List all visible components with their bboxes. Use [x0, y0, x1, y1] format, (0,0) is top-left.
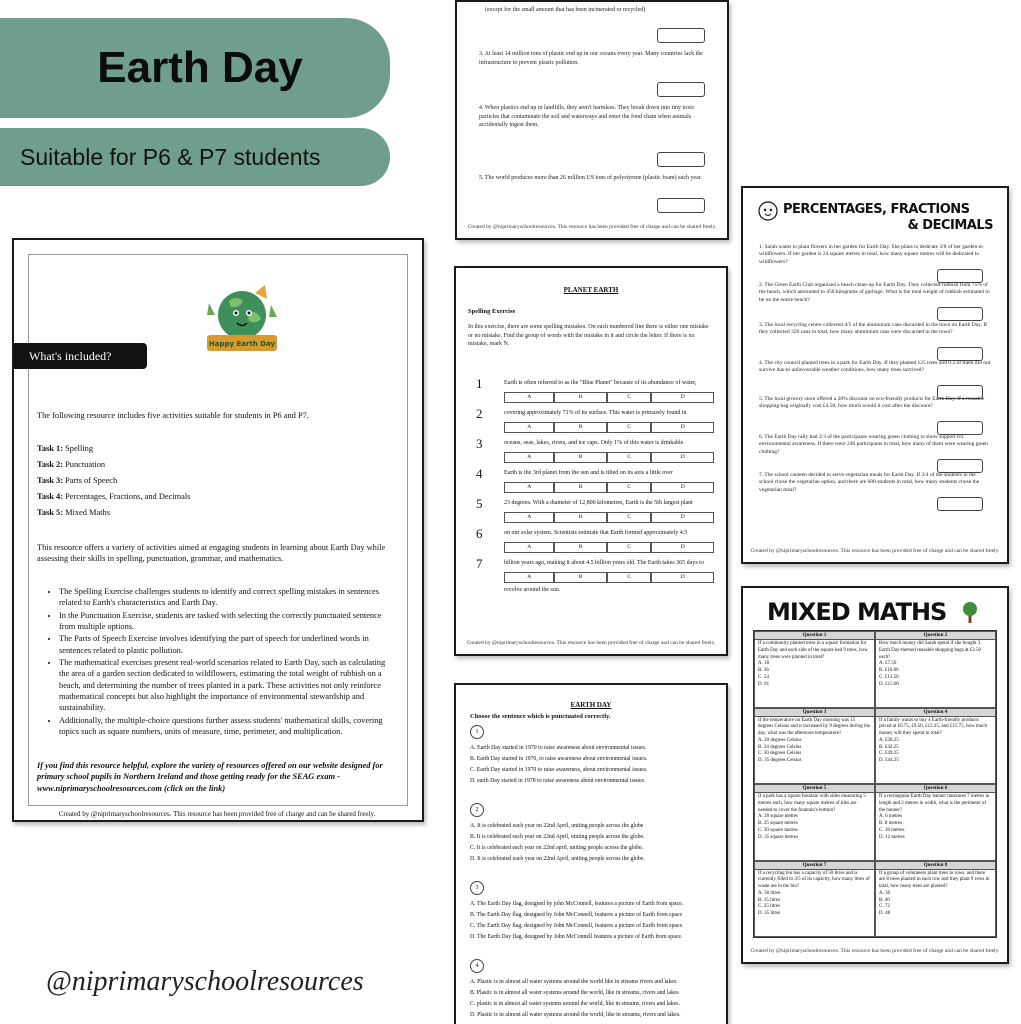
- question-header: Question 3: [755, 709, 874, 717]
- subtitle-banner: [0, 128, 390, 186]
- question-text: If a group of volunteers plant trees in rows, and there are 8 trees planted in each row and they plant 9 rows in total, how many trees are planted?: [879, 870, 990, 890]
- answer-option[interactable]: A. 20 square metres: [758, 814, 798, 820]
- earth-globe-icon: [199, 283, 285, 361]
- answer-option[interactable]: B. 40: [879, 897, 890, 903]
- question-text: If a community planted trees in a square formation for Earth Day and each side of the square had 9 trees, how many trees were planted in total?: [758, 641, 868, 660]
- answer-option[interactable]: C. Earth Day started in 1970 to raise awareness, about environmental issues.: [470, 767, 648, 773]
- option-box-b[interactable]: B: [554, 512, 607, 523]
- question-text: 2. The Green Earth Club organised a beach clean-up for Earth Day. They collected rubbish from 75% of the beach, which amounted to 450 kilograms of garbage. What is the total weight of rubbish estimated to be on the entire beach?: [759, 282, 990, 303]
- spelling-row: [468, 496, 714, 526]
- page-title: Earth Day: [97, 43, 303, 92]
- answer-option[interactable]: C. £49.25: [879, 751, 899, 757]
- question-number: 3: [470, 881, 484, 895]
- website-link[interactable]: If you find this resource helpful, explore the variety of resources offered on our website designed for primary school pupils in Northern Ireland and those getting ready for the SEAG exam - www.niprimaryschoolresources.com (click on the link): [37, 761, 383, 793]
- question-header: Question 6: [876, 785, 995, 793]
- title-banner: [0, 18, 390, 118]
- answer-option[interactable]: B. Plastic is in almost all water systems around the world, like in streams, rivers and lakes: [470, 990, 679, 996]
- question-text: 7. The school canteen decided to serve vegetarian meals for Earth Day. If 3/4 of the students in the school chose the vegetarian option, and there are 600 students in total, how many students chose the vegetarian meal?: [759, 472, 980, 493]
- answer-option[interactable]: A. It is celebrated each year on 22nd April, uniting people across the globe: [470, 823, 644, 829]
- option-box-c[interactable]: C: [607, 452, 651, 463]
- question-header: Question 5: [755, 785, 874, 793]
- logo-banner-text: Happy Earth Day: [208, 340, 276, 348]
- question-number: 2: [470, 803, 484, 817]
- mixed-maths-title: MIXED MATHS: [767, 598, 947, 626]
- social-handle: @niprimaryschoolresources: [46, 966, 364, 997]
- answer-option[interactable]: D. 12 metres: [879, 834, 905, 840]
- answer-option[interactable]: C. 25 litres: [758, 904, 781, 910]
- answer-option[interactable]: A. 30 litres: [758, 890, 781, 896]
- row-options: [504, 542, 714, 553]
- answer-box[interactable]: [937, 347, 983, 361]
- answer-option[interactable]: C. It is celebrated each year on 22nd april, uniting people across the globe.: [470, 845, 644, 851]
- answer-option[interactable]: C. The Earth Day flag, designed by John McConnell, features a picture of Earth from space.: [470, 923, 684, 929]
- answer-option[interactable]: A. 36: [879, 890, 891, 896]
- overview-page: [12, 238, 424, 822]
- answer-box[interactable]: [937, 307, 983, 321]
- question-text: 3. The local recycling centre collected 4/5 of the aluminium cans discarded in the town on Earth Day. If they collected 320 cans in total, how many aluminium cans were discarded in the town?: [759, 322, 988, 336]
- question-text: If the temperature on Earth Day morning was 15 degrees Celsius and it increased by 9 degrees during the day, what was the afternoon temperature?: [758, 717, 871, 737]
- answer-option[interactable]: B. 36: [758, 668, 769, 674]
- answer-option[interactable]: B. The Earth Day flag, designed by John McConnell, features a picture of Earth from space: [470, 912, 683, 918]
- row-options: [504, 512, 714, 523]
- question-text: 5. The local grocery store offered a 20% discount on eco-friendly products for Earth Day. If a reusable shopping bag originally cost £4.50, how much would it cost after the discount?: [759, 396, 985, 410]
- option-box-a[interactable]: A: [504, 422, 554, 433]
- answer-option[interactable]: C. 54: [758, 674, 769, 680]
- answer-option[interactable]: A. £7.50: [879, 661, 897, 667]
- percentages-title-line2: & DECIMALS: [907, 218, 993, 233]
- answer-box[interactable]: [657, 28, 705, 43]
- answer-option[interactable]: A. 6 metres: [879, 814, 903, 820]
- answer-option[interactable]: B. 24 degrees Celsius: [758, 744, 802, 750]
- option-box-a[interactable]: A: [504, 452, 554, 463]
- question-cell: [754, 861, 875, 938]
- bullet-item: • The Parts of Speech Exercise involves identifying the part of speech for underlined words in sentences related to plastic pollution.: [59, 633, 397, 656]
- answer-option[interactable]: C. 18 metres: [879, 827, 905, 833]
- spelling-subtitle: Spelling Exercise: [468, 308, 516, 315]
- spelling-row: [468, 406, 714, 436]
- answer-option[interactable]: B. £10.00: [879, 668, 899, 674]
- row-number: 6: [476, 526, 483, 541]
- option-box-c[interactable]: C: [607, 392, 651, 403]
- spelling-row: [468, 556, 714, 586]
- answer-option[interactable]: A. £38.25: [879, 737, 899, 743]
- answer-option[interactable]: B. 15 litres: [758, 897, 781, 903]
- intro-text: The following resource includes five activities suitable for students in P6 and P7.: [37, 411, 309, 420]
- question-text: 3. At least 14 million tons of plastic end up in our oceans every year. Many countries lack the infrastructure to prevent plastic pollution.: [479, 51, 703, 66]
- answer-option[interactable]: D. It is celebrated each year on 22nd April, uniting people across the globe.: [470, 856, 645, 862]
- option-box-b[interactable]: B: [554, 452, 607, 463]
- spelling-row: [468, 466, 714, 496]
- question-header: Question 8: [876, 862, 995, 870]
- mixed-maths-grid: [753, 630, 997, 938]
- whats-included-label: What's included?: [13, 343, 147, 369]
- spelling-instructions: In this exercise, there are some spelling mistakes. On each numbered line there is either one mistake or no mistake. Find the group of words with the mistake in it and circle the letter. If there is no mistake, mark N.: [468, 324, 709, 348]
- answer-option[interactable]: A. 18: [758, 661, 770, 667]
- answer-option[interactable]: B. 8 metres: [879, 821, 902, 827]
- question-text: If a recycling bin has a capacity of 50 litres and is currently filled to 3/5 of its capacity, how many litres of waste are in the bin?: [758, 870, 870, 890]
- answer-option[interactable]: C. £12.50: [879, 674, 899, 680]
- bullet-item: • The Spelling Exercise challenges students to identify and correct spelling mistakes in sentences related to Earth's characteristics and Earth Day.: [59, 586, 397, 609]
- answer-box[interactable]: [937, 421, 983, 435]
- punctuation-title: EARTH DAY: [570, 701, 612, 709]
- question-text: If a rectangular Earth Day banner measures 7 metres in length and 2 metres in width, what is the perimeter of the banner?: [879, 794, 990, 813]
- answer-option[interactable]: D. The Earth Day flag, designed by John McConnell features a picture of Earth from space.: [470, 934, 683, 940]
- answer-option[interactable]: D. Plastic is in almost all water systems around the world, like in streams, rivers and lakes.: [470, 1012, 681, 1018]
- option-box-c[interactable]: C: [607, 542, 651, 553]
- spelling-row: [468, 376, 714, 406]
- row-number: 2: [476, 406, 483, 421]
- answer-option[interactable]: C. 72: [879, 904, 890, 910]
- answer-option[interactable]: D. 35 square metres: [758, 834, 798, 840]
- answer-box[interactable]: [657, 82, 705, 97]
- option-box-c[interactable]: C: [607, 512, 651, 523]
- question-cell: [754, 631, 875, 708]
- question-header: Question 7: [755, 862, 874, 870]
- row-sentence: oceans, seas, lakes, rivers, and ice caps. Only 1% of this water is drinkable.: [504, 440, 685, 446]
- task-list: [37, 443, 397, 523]
- answer-option[interactable]: B. 25 square metres: [758, 821, 798, 827]
- answer-option[interactable]: B. It is celebrated each year on 22nd April, uniting people across the globe.: [470, 834, 645, 840]
- row-sentence: billion years ago, making it about 4.5 billion years old. The Earth takes 365 days to: [504, 560, 704, 566]
- row-number: 3: [476, 436, 483, 451]
- question-cell: [875, 861, 996, 938]
- answer-box[interactable]: [937, 497, 983, 511]
- row-options: [504, 452, 714, 463]
- question-text: (except for the small amount that has been incinerated or recycled): [485, 7, 646, 13]
- row-options: [504, 422, 714, 433]
- page-footer: Created by @niprimaryschoolresources. This resource has been provided free of charge and can be shared freely.: [750, 548, 1000, 554]
- option-box-d[interactable]: D: [651, 512, 714, 523]
- option-box-a[interactable]: A: [504, 392, 554, 403]
- question-number: 4: [470, 959, 484, 973]
- question-cell: [875, 784, 996, 861]
- row-number: 1: [476, 376, 483, 391]
- earth-mascot-icon: [757, 200, 779, 222]
- row-options: [504, 392, 714, 403]
- answer-box[interactable]: [657, 198, 705, 213]
- task-item: Task 5: Mixed Maths: [37, 507, 110, 517]
- option-box-d[interactable]: D: [651, 452, 714, 463]
- answer-option[interactable]: C. 30 square metres: [758, 827, 798, 833]
- answer-option[interactable]: D. 81: [758, 681, 770, 687]
- page-footer: Created by @niprimaryschoolresources. This resource has been provided free of charge and can be shared freely.: [467, 224, 717, 230]
- question-text: 6. The Earth Day rally had 2/3 of the participants wearing green clothing to show support for environmental awareness. If there were 240 participants in total, how many of them were wearing green clothing?: [759, 434, 988, 455]
- task-item: Task 4: Percentages, Fractions, and Decimals: [37, 491, 191, 501]
- answer-box[interactable]: [937, 269, 983, 283]
- overview-inner: [28, 254, 408, 818]
- option-box-d[interactable]: D: [651, 542, 714, 553]
- row-sentence: on our solar system. Scientists estimate that Earth formed approximately 4.5: [504, 530, 688, 536]
- answer-option[interactable]: D. 35 degrees Celsius: [758, 758, 802, 764]
- question-text: If a park has a square fountain with sides measuring 5 metres each, how many square metres of tiles are needed to cover the fountain's bottom?: [758, 794, 866, 813]
- option-box-d[interactable]: D: [651, 482, 714, 493]
- punctuation-instructions: Choose the sentence which is punctuated correctly.: [470, 713, 611, 720]
- tree-icon: [961, 600, 979, 624]
- option-box-b[interactable]: B: [554, 542, 607, 553]
- option-box-a[interactable]: A: [504, 482, 554, 493]
- task-item: Task 2: Punctuation: [37, 459, 106, 469]
- option-box-b[interactable]: B: [554, 572, 607, 583]
- option-box-c[interactable]: C: [607, 572, 651, 583]
- overview-footer: Created by @niprimaryschoolresources. This resource has been provided free of charge and can be shared freely.: [58, 810, 376, 818]
- row-sentence: covering approximately 71% of its surface. This water is primarely found in: [504, 410, 687, 416]
- percentages-page: [741, 186, 1009, 564]
- row-number: 4: [476, 466, 483, 481]
- question-text: 1. Sarah wants to plant flowers in her garden for Earth Day. She plans to dedicate 3/8 of her garden to wildflowers. If her garden is 24 square metres in total, how many square metres will be dedicated to wildflowers?: [759, 244, 983, 265]
- description-text: This resource offers a variety of activities aimed at engaging students in learning about Earth Day while assessing their skills in spelling, punctuation, grammar, and mathematics.: [37, 543, 386, 564]
- answer-option[interactable]: B. £42.25: [879, 744, 899, 750]
- row-number: 7: [476, 556, 483, 571]
- question-cell: [875, 708, 996, 785]
- answer-option[interactable]: D. 48: [879, 911, 891, 917]
- answer-option[interactable]: A. Plastic is in almost all water systems around the world like in streams rivers and lakes.: [470, 979, 678, 985]
- bullet-item: • The mathematical exercises present real-world scenarios related to Earth Day, such as calculating the area of a garden section dedicated to wildflowers, estimating the total weight of rubbish on a beach, and determining the number of trees planted in a park. These activities not only reinforce mathematical concepts but also highlight the importance of environmental stewardship and sustainability.: [59, 657, 397, 714]
- row-sentence: Earth is the 3rd planet from the sun and is tilted on its axis a little over: [504, 470, 673, 476]
- option-box-b[interactable]: B: [554, 422, 607, 433]
- option-box-a[interactable]: A: [504, 542, 554, 553]
- question-text: 4. The city council planted trees in a park for Earth Day. If they planted 125 trees and 0.2 of them did not survive due to unfavourable weather conditions, how many trees survived?: [759, 360, 991, 374]
- answer-option[interactable]: A. The Earth Day flag, designed by john McConnell, features a picture of Earth from space.: [470, 901, 684, 907]
- option-box-c[interactable]: C: [607, 482, 651, 493]
- spelling-tail: revolve around the sun.: [504, 587, 561, 593]
- question-text: 5. The world produces more than 26 million US tons of polystyrene (plastic foam) each year.: [479, 175, 703, 181]
- task-item: Task 1: Spelling: [37, 444, 94, 453]
- option-box-d[interactable]: D: [651, 572, 714, 583]
- answer-option[interactable]: D. £15.00: [879, 681, 899, 687]
- question-header: Question 2: [876, 632, 995, 640]
- bullet-list: [49, 586, 397, 738]
- parts-of-speech-page: [455, 0, 729, 240]
- bullet-item: • In the Punctuation Exercise, students are tasked with selecting the correctly punctuated sentence from multiple options.: [59, 610, 397, 633]
- question-header: Question 1: [755, 632, 874, 640]
- option-box-d[interactable]: D: [651, 392, 714, 403]
- option-box-b[interactable]: B: [554, 482, 607, 493]
- task-item: Task 3: Parts of Speech: [37, 475, 118, 485]
- answer-option[interactable]: C. plastic is in almost all water systems around the world, like in streams, rivers and lakes.: [470, 1001, 680, 1007]
- row-options: [504, 572, 714, 583]
- punctuation-page: [454, 683, 728, 1024]
- question-text: How much money did Sarah spend if she bought 3 Earth Day-themed reusable shopping bags at £2.50 each?: [879, 641, 982, 660]
- page-footer: Created by @niprimaryschoolresources. This resource has been provided free of charge and can be shared freely.: [750, 948, 1000, 954]
- option-box-c[interactable]: C: [607, 422, 651, 433]
- option-box-d[interactable]: D: [651, 422, 714, 433]
- bullet-item: • Additionally, the multiple-choice questions further assess students' mathematical skills, covering topics such as square numbers, units of measure, time, perimeter, and multiplication.: [59, 715, 397, 738]
- spelling-row: [468, 526, 714, 556]
- answer-option[interactable]: C. 30 degrees Celsius: [758, 751, 802, 757]
- answer-option[interactable]: B. Earth Day started in 1970, to raise awareness about environmental issues.: [470, 756, 648, 762]
- question-cell: [754, 784, 875, 861]
- row-sentence: 23 degrees. With a diameter of 12,800 kilometres, Earth is the 5th largest plant: [504, 500, 693, 506]
- option-box-a[interactable]: A: [504, 512, 554, 523]
- row-number: 5: [476, 496, 483, 511]
- question-cell: [875, 631, 996, 708]
- answer-option[interactable]: D. earth Day started in 1970 to raise awareness about environmental issues.: [470, 778, 646, 784]
- question-header: Question 4: [876, 709, 995, 717]
- spelling-page: [454, 266, 728, 656]
- option-box-b[interactable]: B: [554, 392, 607, 403]
- spelling-title: PLANET EARTH: [563, 286, 619, 294]
- question-number: 1: [470, 725, 484, 739]
- mixed-maths-page: [741, 586, 1009, 964]
- answer-option[interactable]: D. 35 litres: [758, 911, 781, 917]
- answer-option[interactable]: A. Earth Day started in 1970 to raise awareness about environmental issues.: [470, 745, 647, 751]
- percentages-title-line1: PERCENTAGES, FRACTIONS: [783, 202, 970, 217]
- answer-option[interactable]: A. 20 degrees Celsius: [758, 737, 802, 743]
- row-options: [504, 482, 714, 493]
- page-subtitle: Suitable for P6 & P7 students: [20, 143, 321, 170]
- question-cell: [754, 708, 875, 785]
- answer-box[interactable]: [937, 459, 983, 473]
- page-footer: Created by @niprimaryschoolresources. This resource has been provided free of charge and can be shared freely.: [466, 640, 716, 646]
- question-text: 4. When plastics end up in landfills, they aren't harmless. They break down into tiny toxic particles that contaminate the soil and waterways and enter the food chain when animals accidentally ingest them.: [479, 105, 695, 129]
- answer-option[interactable]: D. £44.25: [879, 758, 899, 764]
- option-box-a[interactable]: A: [504, 572, 554, 583]
- question-text: If a family wants to buy 4 Earth-friendly products priced at £6.75, £9.50, £12.25, and £15.75, how much money will they spend in total?: [879, 717, 988, 737]
- spelling-row: [468, 436, 714, 466]
- row-sentence: Earth is often referred to as the "Blue Planet" because of its abundance of water,: [504, 380, 697, 386]
- answer-box[interactable]: [657, 152, 705, 167]
